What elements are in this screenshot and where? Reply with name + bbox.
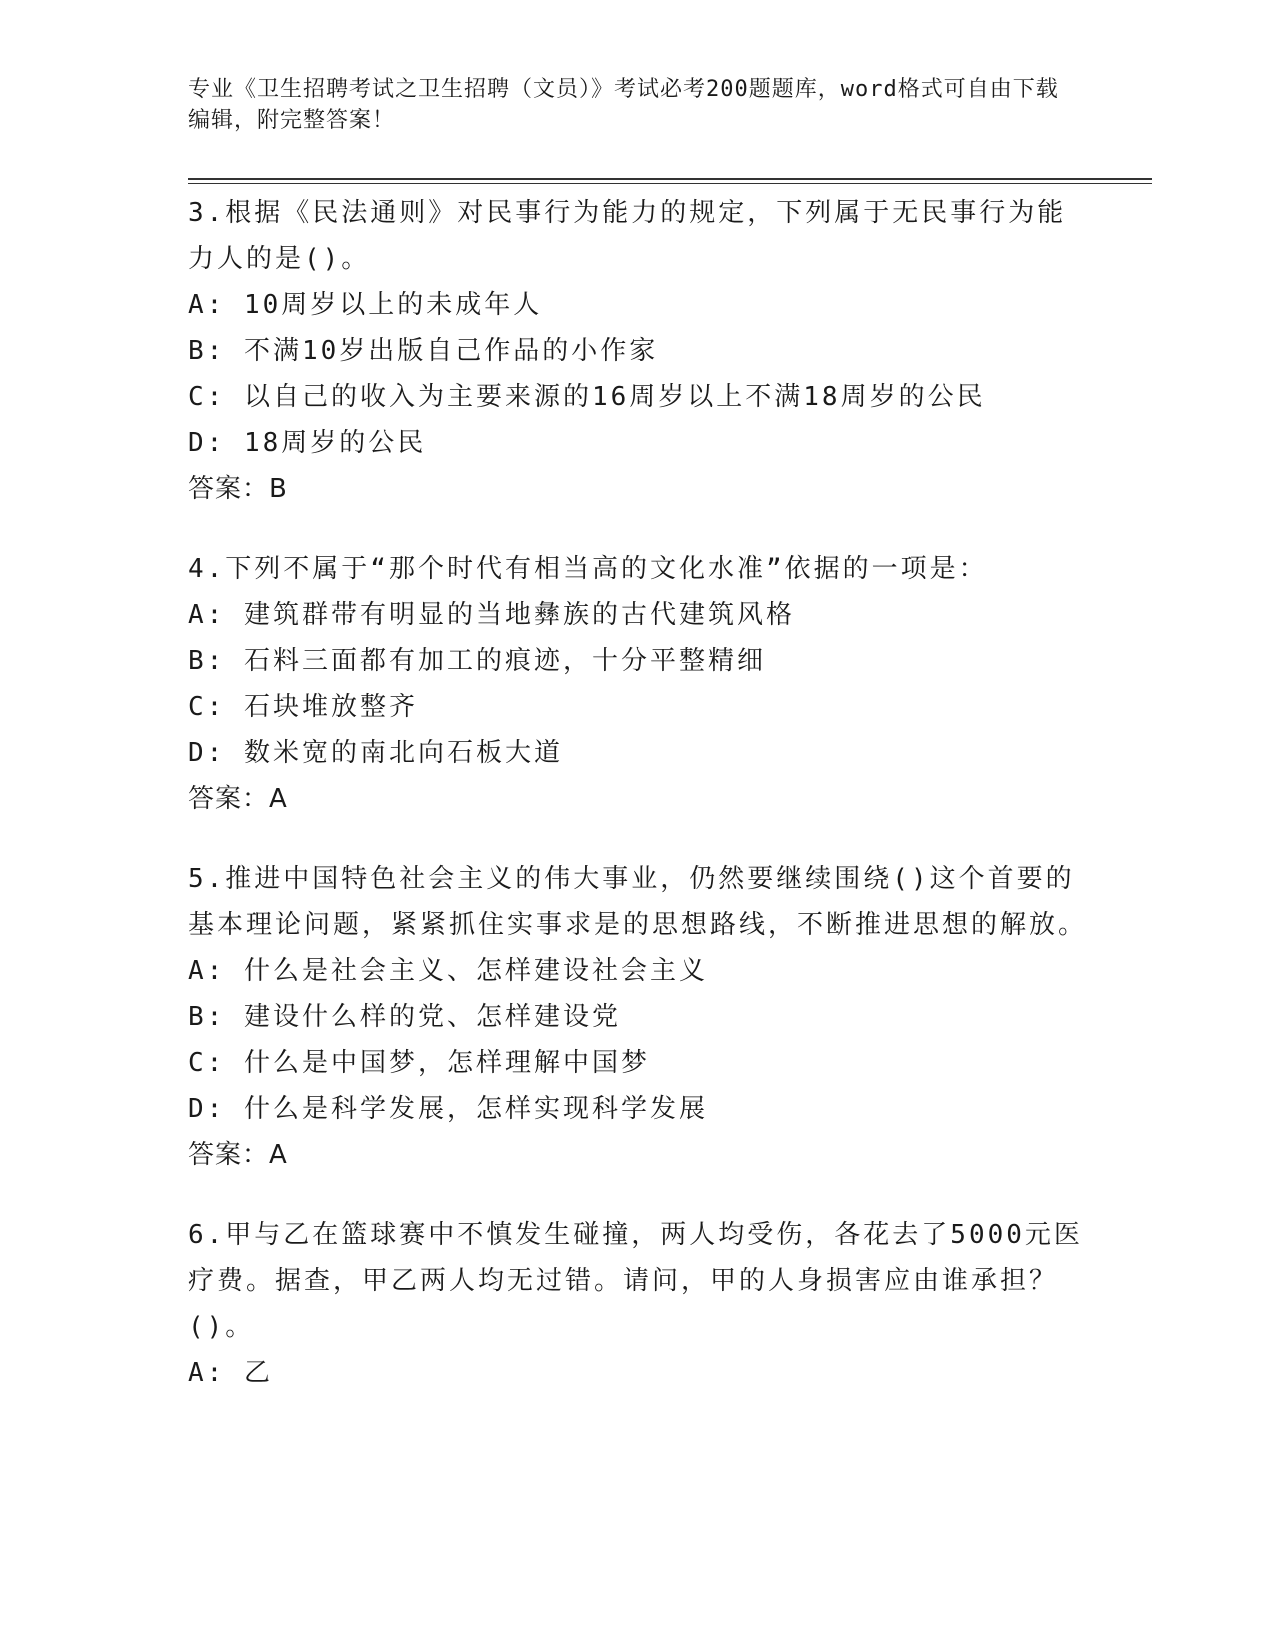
question-stem: 6.甲与乙在篮球赛中不慎发生碰撞，两人均受伤，各花去了5000元医疗费。据查，甲乙两人均无过错。请问，甲的人身损害应由谁承担？()。	[188, 1220, 1083, 1342]
option-d: D: 18周岁的公民	[188, 428, 427, 458]
option-d: D: 什么是科学发展，怎样实现科学发展	[188, 1094, 708, 1124]
option-d: D: 数米宽的南北向石板大道	[188, 738, 563, 768]
answer-label: 答案：B	[188, 474, 288, 504]
question-stem: 3.根据《民法通则》对民事行为能力的规定，下列属于无民事行为能力人的是()。	[188, 198, 1067, 274]
question-stem: 5.推进中国特色社会主义的伟大事业，仍然要继续围绕()这个首要的基本理论问题，紧紧抓住实事求是的思想路线，不断推进思想的解放。	[188, 864, 1088, 940]
header-divider	[188, 178, 1152, 184]
option-b: B: 建设什么样的党、怎样建设党	[188, 1002, 621, 1032]
option-c: C: 什么是中国梦，怎样理解中国梦	[188, 1048, 650, 1078]
option-a: A: 建筑群带有明显的当地彝族的古代建筑风格	[188, 600, 795, 630]
option-b: B: 不满10岁出版自己作品的小作家	[188, 336, 659, 366]
document-header: 专业《卫生招聘考试之卫生招聘（文员）》考试必考200题题库，word格式可自由下载编辑，附完整答案！	[188, 77, 1059, 133]
answer-label: 答案：A	[188, 784, 288, 814]
question-list	[188, 190, 1088, 1430]
question-3	[188, 190, 1088, 512]
question-stem: 4.下列不属于“那个时代有相当高的文化水准”依据的一项是：	[188, 554, 988, 584]
answer-label: 答案：A	[188, 1140, 288, 1170]
option-c: C: 以自己的收入为主要来源的16周岁以上不满18周岁的公民	[188, 382, 986, 412]
option-c: C: 石块堆放整齐	[188, 692, 418, 722]
option-b: B: 石料三面都有加工的痕迹，十分平整精细	[188, 646, 766, 676]
question-4	[188, 546, 1088, 822]
option-a: A: 10周岁以上的未成年人	[188, 290, 543, 320]
question-6	[188, 1212, 1088, 1396]
option-a: A: 什么是社会主义、怎样建设社会主义	[188, 956, 708, 986]
option-a: A: 乙	[188, 1358, 273, 1388]
question-5	[188, 856, 1088, 1178]
